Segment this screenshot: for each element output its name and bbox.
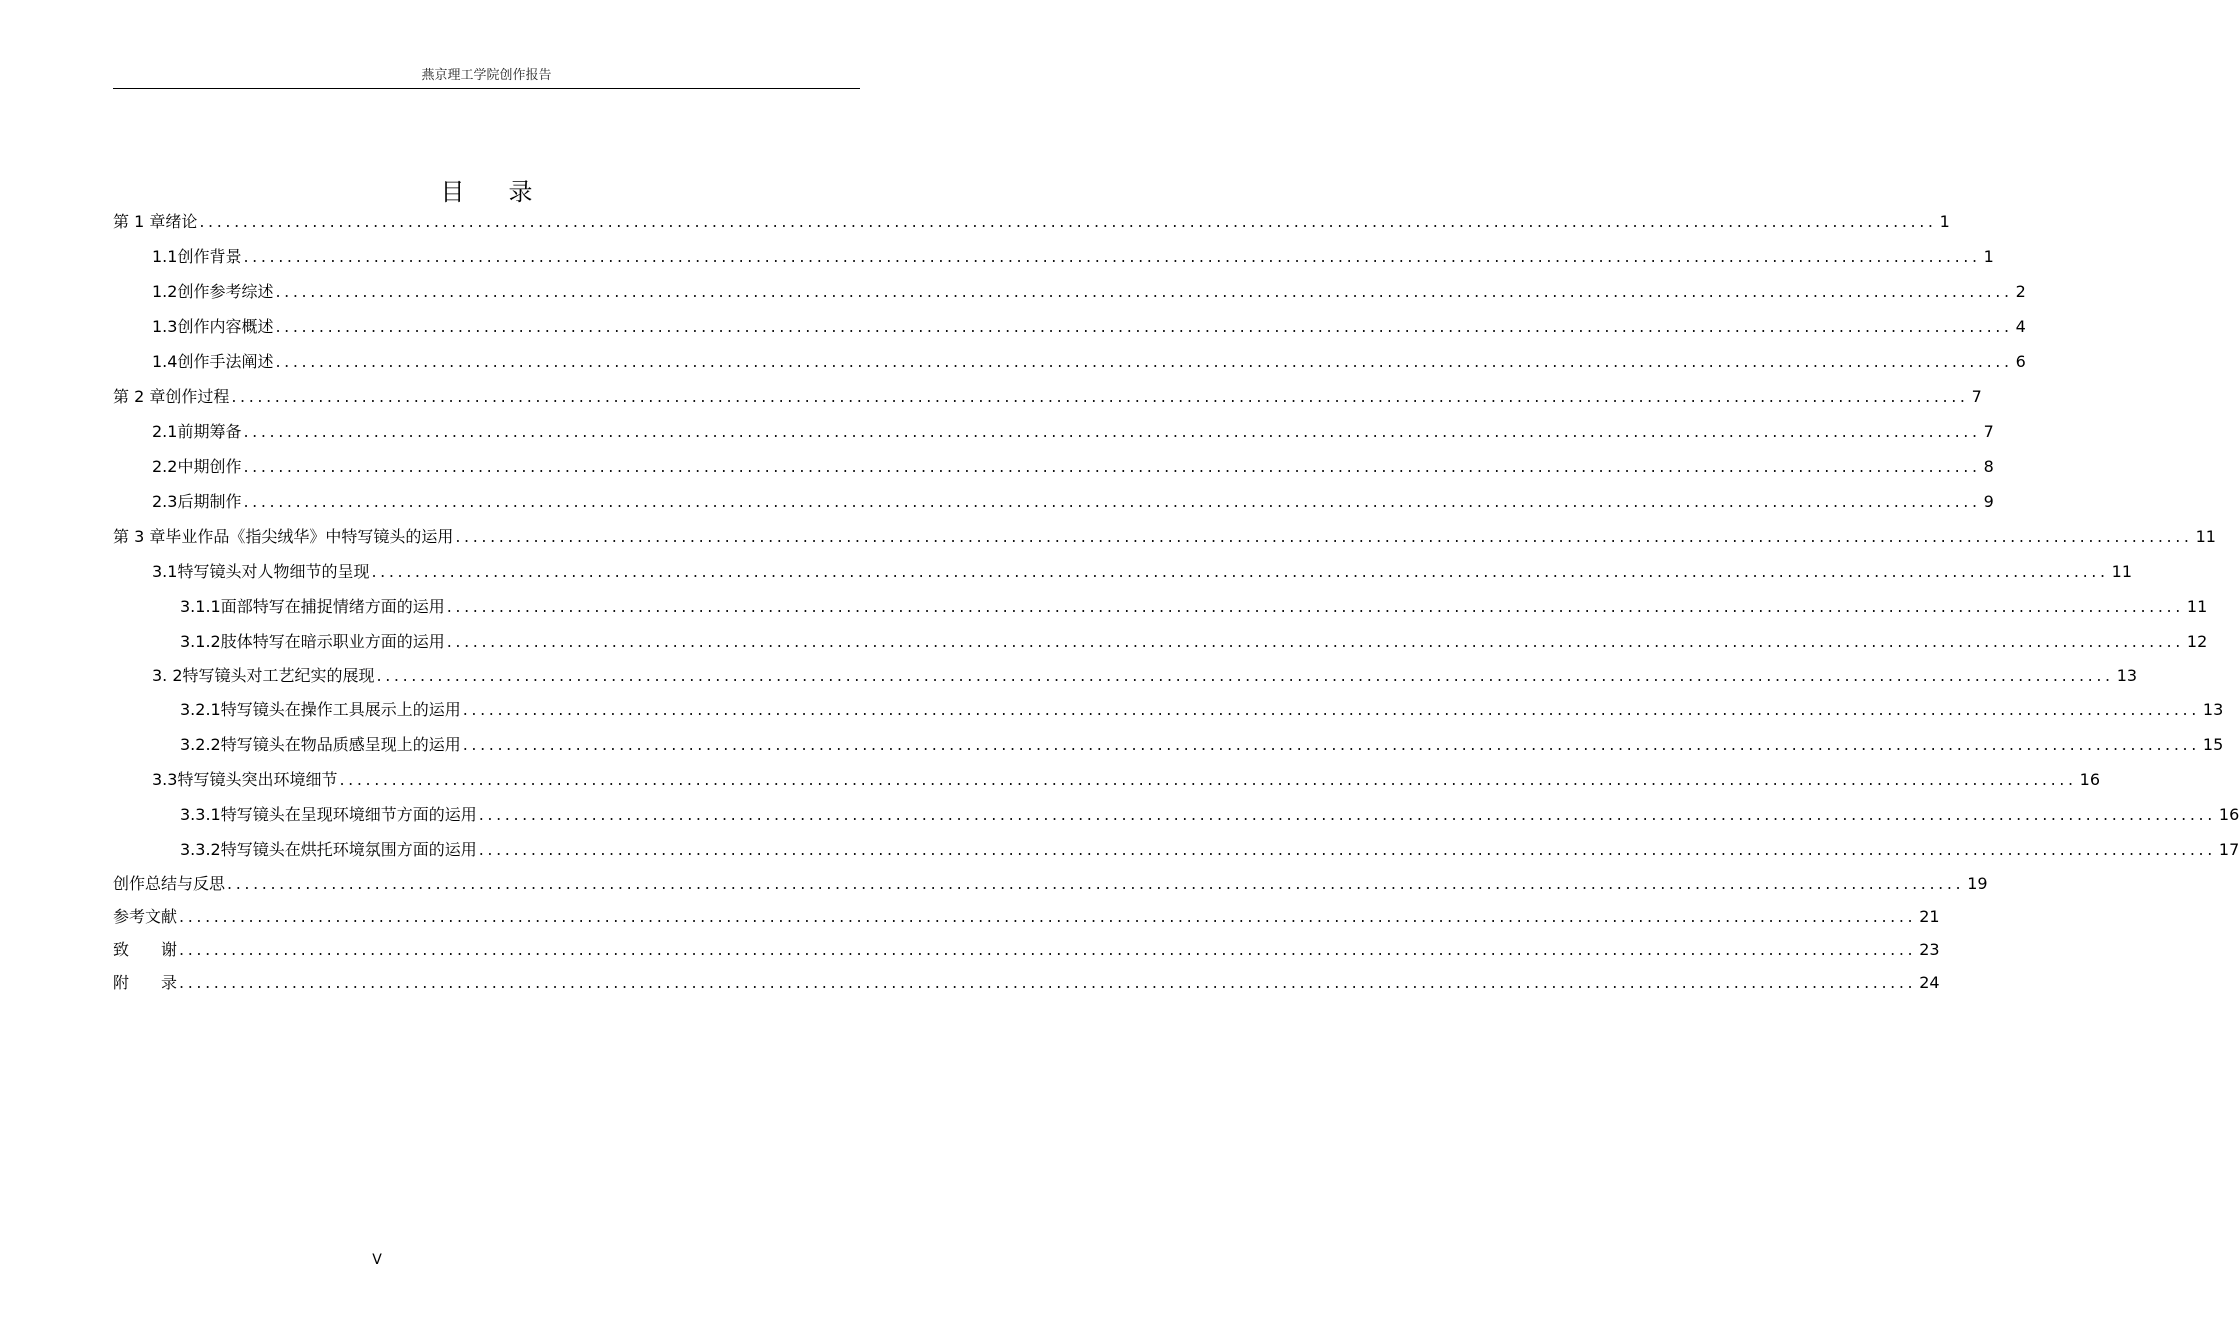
toc-entry-title: 附 录 bbox=[113, 973, 178, 992]
toc-entry-title: 毕业作品《指尖绒华》中特写镜头的运用 bbox=[165, 527, 454, 546]
toc-dot-leader: ........................................................................................................................................................................................................ bbox=[275, 352, 2013, 371]
page-header: 燕京理工学院创作报告 bbox=[113, 66, 860, 89]
toc-entry-title: 面部特写在捕捉情绪方面的运用 bbox=[220, 597, 445, 616]
toc-entry-title: 特写镜头对人物细节的呈现 bbox=[177, 562, 370, 581]
toc-entry-number: 1.2 bbox=[152, 282, 178, 301]
toc-entry-2-2[interactable] bbox=[113, 449, 1994, 484]
toc-entry-3-3[interactable] bbox=[113, 762, 2101, 797]
toc-entry-page: 19 bbox=[1967, 874, 1988, 893]
toc-entry-page: 23 bbox=[1919, 940, 1940, 959]
toc-entry-title: 创作过程 bbox=[165, 387, 230, 406]
toc-entry-2-3[interactable] bbox=[113, 484, 1994, 519]
toc-entry-title: 特写镜头在操作工具展示上的运用 bbox=[220, 700, 461, 719]
toc-entry-1-1[interactable] bbox=[113, 239, 1994, 274]
toc-entry-page: 6 bbox=[2015, 352, 2026, 371]
toc-entry-page: 15 bbox=[2202, 735, 2224, 754]
toc-entry-page: 1 bbox=[1983, 247, 1994, 266]
toc-entry-chapter-1[interactable] bbox=[113, 204, 1950, 239]
toc-dot-leader: ........................................................................................................................................................................................................ bbox=[478, 805, 2216, 824]
toc-entry-page: 9 bbox=[1983, 492, 1994, 511]
toc-entry-1-4[interactable] bbox=[113, 344, 2026, 379]
toc-entry-3-2-2[interactable] bbox=[113, 727, 2224, 762]
toc-entry-page: 21 bbox=[1919, 907, 1940, 926]
toc-entry-page: 11 bbox=[2111, 562, 2133, 581]
toc-entry-number: 3.3.1 bbox=[180, 805, 221, 824]
toc-entry-title: 创作参考综述 bbox=[177, 282, 274, 301]
toc-entry-number: 3.2.1 bbox=[180, 700, 221, 719]
toc-dot-leader: ........................................................................................................................................................................................................ bbox=[455, 527, 2193, 546]
toc-entry-page: 16 bbox=[2079, 770, 2101, 789]
toc-entry-title: 绪论 bbox=[165, 212, 198, 231]
toc-dot-leader: ........................................................................................................................................................................................................ bbox=[243, 457, 1981, 476]
toc-dot-leader: ........................................................................................................................................................................................................ bbox=[446, 597, 2184, 616]
toc-dot-leader: ........................................................................................................................................................................................................ bbox=[446, 632, 2184, 651]
toc-entry-2-1[interactable] bbox=[113, 414, 1994, 449]
toc-entry-number: 1.4 bbox=[152, 352, 178, 371]
toc-entry-title: 创作背景 bbox=[177, 247, 242, 266]
toc-title: 目录 bbox=[440, 178, 577, 206]
toc-dot-leader: ........................................................................................................................................................................................................ bbox=[199, 212, 1937, 231]
toc-entry-summary[interactable] bbox=[113, 867, 1988, 900]
toc-entry-title: 特写镜头突出环境细节 bbox=[177, 770, 338, 789]
toc-entry-title: 创作总结与反思 bbox=[113, 874, 226, 893]
toc-entry-3-1[interactable] bbox=[113, 554, 2133, 589]
toc-entry-1-3[interactable] bbox=[113, 309, 2026, 344]
toc-dot-leader: ........................................................................................................................................................................................................ bbox=[179, 973, 1917, 992]
toc-entry-number: 3.3 bbox=[152, 770, 178, 789]
toc-entry-number: 3.2.2 bbox=[180, 735, 221, 754]
toc-entry-title: 参考文献 bbox=[113, 907, 178, 926]
toc-entry-page: 16 bbox=[2218, 805, 2239, 824]
toc-entry-page: 4 bbox=[2015, 317, 2026, 336]
toc-entry-page: 1 bbox=[1939, 212, 1950, 231]
toc-dot-leader: ........................................................................................................................................................................................................ bbox=[243, 247, 1981, 266]
toc-entry-page: 11 bbox=[2195, 527, 2216, 546]
toc-entry-page: 7 bbox=[1971, 387, 1982, 406]
toc-entry-page: 13 bbox=[2202, 700, 2224, 719]
toc-dot-leader: ........................................................................................................................................................................................................ bbox=[275, 317, 2013, 336]
toc-dot-leader: ........................................................................................................................................................................................................ bbox=[339, 770, 2077, 789]
toc-dot-leader: ........................................................................................................................................................................................................ bbox=[462, 735, 2200, 754]
toc-entry-page: 12 bbox=[2186, 632, 2208, 651]
page-number: V bbox=[372, 1252, 382, 1268]
toc-entry-number: 3.3.2 bbox=[180, 840, 221, 859]
toc-entry-page: 13 bbox=[2116, 666, 2138, 685]
toc-entry-page: 2 bbox=[2015, 282, 2026, 301]
toc-dot-leader: ........................................................................................................................................................................................................ bbox=[179, 907, 1917, 926]
toc-entry-number: 3. 2 bbox=[152, 666, 183, 685]
toc-entry-1-2[interactable] bbox=[113, 274, 2026, 309]
table-of-contents bbox=[113, 204, 2239, 999]
toc-dot-leader: ........................................................................................................................................................................................................ bbox=[179, 940, 1917, 959]
toc-entry-number: 2.3 bbox=[152, 492, 178, 511]
toc-entry-title: 特写镜头在烘托环境氛围方面的运用 bbox=[220, 840, 477, 859]
toc-dot-leader: ........................................................................................................................................................................................................ bbox=[231, 387, 1969, 406]
toc-entry-title: 肢体特写在暗示职业方面的运用 bbox=[220, 632, 445, 651]
toc-dot-leader: ........................................................................................................................................................................................................ bbox=[243, 492, 1981, 511]
toc-dot-leader: ........................................................................................................................................................................................................ bbox=[478, 840, 2216, 859]
toc-entry-3-1-2[interactable] bbox=[113, 624, 2208, 659]
toc-entry-acknowledgements[interactable] bbox=[113, 933, 1940, 966]
toc-entry-references[interactable] bbox=[113, 900, 1940, 933]
toc-entry-chapter-3[interactable] bbox=[113, 519, 2216, 554]
toc-entry-title: 中期创作 bbox=[177, 457, 242, 476]
toc-dot-leader: ........................................................................................................................................................................................................ bbox=[376, 666, 2114, 685]
toc-dot-leader: ........................................................................................................................................................................................................ bbox=[371, 562, 2109, 581]
toc-entry-title: 特写镜头在物品质感呈现上的运用 bbox=[220, 735, 461, 754]
toc-entry-3-2-1[interactable] bbox=[113, 692, 2224, 727]
toc-entry-number: 第 1 章 bbox=[113, 212, 166, 231]
toc-entry-number: 1.1 bbox=[152, 247, 178, 266]
toc-entry-page: 8 bbox=[1983, 457, 1994, 476]
toc-entry-title: 特写镜头在呈现环境细节方面的运用 bbox=[220, 805, 477, 824]
toc-entry-3-3-2[interactable] bbox=[113, 832, 2239, 867]
toc-entry-number: 3.1.1 bbox=[180, 597, 221, 616]
toc-entry-number: 第 2 章 bbox=[113, 387, 166, 406]
toc-entry-3-2[interactable] bbox=[113, 659, 2138, 692]
toc-entry-number: 1.3 bbox=[152, 317, 178, 336]
toc-entry-3-1-1[interactable] bbox=[113, 589, 2208, 624]
toc-entry-title: 特写镜头对工艺纪实的展现 bbox=[182, 666, 375, 685]
toc-entry-title: 致 谢 bbox=[113, 940, 178, 959]
toc-dot-leader: ........................................................................................................................................................................................................ bbox=[462, 700, 2200, 719]
toc-entry-title: 创作手法阐述 bbox=[177, 352, 274, 371]
toc-entry-number: 第 3 章 bbox=[113, 527, 166, 546]
toc-dot-leader: ........................................................................................................................................................................................................ bbox=[243, 422, 1981, 441]
toc-entry-number: 2.2 bbox=[152, 457, 178, 476]
toc-dot-leader: ........................................................................................................................................................................................................ bbox=[275, 282, 2013, 301]
toc-entry-page: 17 bbox=[2218, 840, 2239, 859]
toc-entry-title: 创作内容概述 bbox=[177, 317, 274, 336]
toc-entry-page: 24 bbox=[1919, 973, 1940, 992]
toc-entry-number: 3.1.2 bbox=[180, 632, 221, 651]
toc-entry-appendix[interactable] bbox=[113, 966, 1940, 999]
toc-entry-page: 7 bbox=[1983, 422, 1994, 441]
toc-entry-3-3-1[interactable] bbox=[113, 797, 2239, 832]
toc-dot-leader: ........................................................................................................................................................................................................ bbox=[227, 874, 1965, 893]
toc-entry-number: 3.1 bbox=[152, 562, 178, 581]
toc-entry-number: 2.1 bbox=[152, 422, 178, 441]
toc-entry-chapter-2[interactable] bbox=[113, 379, 1982, 414]
toc-entry-page: 11 bbox=[2186, 597, 2208, 616]
toc-entry-title: 前期筹备 bbox=[177, 422, 242, 441]
toc-entry-title: 后期制作 bbox=[177, 492, 242, 511]
